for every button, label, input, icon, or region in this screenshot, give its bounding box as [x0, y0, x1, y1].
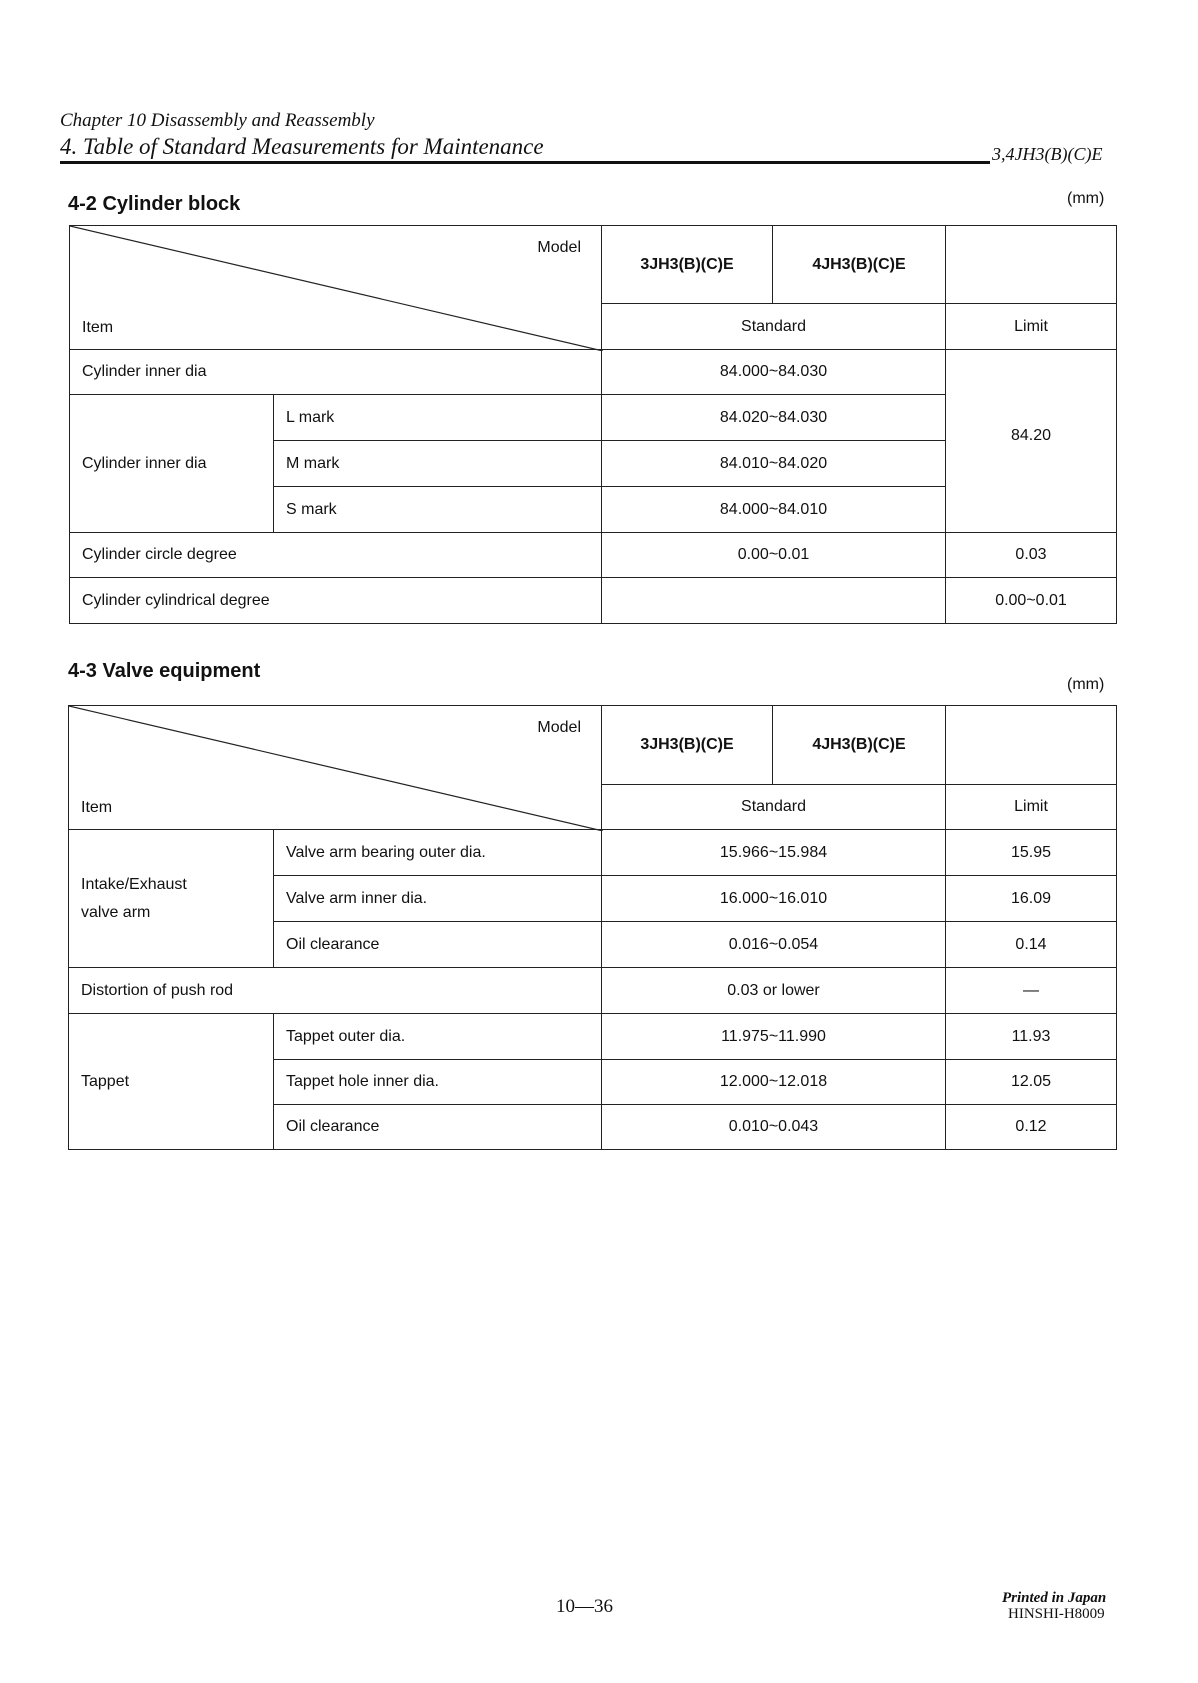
- group-item: [68, 829, 274, 968]
- row-item: Distortion of push rod: [68, 967, 602, 1014]
- printed-in-japan: Printed in Japan: [1002, 1590, 1107, 1606]
- row-limit: —: [945, 967, 1117, 1014]
- row-standard: 0.016~0.054: [601, 921, 946, 968]
- page-number: 10—36: [556, 1596, 613, 1617]
- model-4jh3: 4JH3(B)(C)E: [772, 705, 946, 785]
- row-standard: 0.00~0.01: [601, 532, 946, 578]
- row-standard: 11.975~11.990: [601, 1013, 946, 1060]
- group-line-1: Intake/Exhaust: [81, 875, 187, 893]
- sub-item: Valve arm bearing outer dia.: [273, 829, 602, 876]
- section-title: 4. Table of Standard Measurements for Maintenance: [60, 134, 544, 159]
- row-standard: 84.000~84.010: [601, 486, 946, 533]
- row-limit: 0.03: [945, 532, 1117, 578]
- chapter-title: Chapter 10 Disassembly and Reassembly: [60, 110, 375, 131]
- group-item: Cylinder inner dia: [69, 394, 274, 533]
- row-item: Cylinder inner dia: [69, 349, 602, 395]
- unit-label: (mm): [1067, 676, 1105, 693]
- row-item: Cylinder cylindrical degree: [69, 577, 602, 624]
- header-rule: [60, 161, 990, 164]
- sub-item: Valve arm inner dia.: [273, 875, 602, 922]
- group-item: Tappet: [68, 1013, 274, 1150]
- sub-item: Oil clearance: [273, 921, 602, 968]
- document-code: HINSHI-H8009: [1008, 1606, 1105, 1622]
- diagonal-divider: [69, 706, 603, 831]
- section-heading-cylinder-block: 4-2 Cylinder block: [68, 193, 241, 215]
- model-3jh3: 3JH3(B)(C)E: [601, 225, 773, 304]
- row-item: Cylinder circle degree: [69, 532, 602, 578]
- row-limit: 15.95: [945, 829, 1117, 876]
- sub-item: M mark: [273, 440, 602, 487]
- header-corner-cell: [69, 225, 602, 350]
- row-standard: 12.000~12.018: [601, 1059, 946, 1105]
- row-standard: 84.010~84.020: [601, 440, 946, 487]
- limit-header: Limit: [945, 303, 1117, 350]
- row-limit: 16.09: [945, 875, 1117, 922]
- row-limit: 12.05: [945, 1059, 1117, 1105]
- row-standard: [601, 577, 946, 624]
- standard-header: Standard: [601, 784, 946, 830]
- row-standard: 0.010~0.043: [601, 1104, 946, 1150]
- sub-item: Tappet outer dia.: [273, 1013, 602, 1060]
- row-limit: 84.20: [945, 349, 1117, 533]
- sub-item: L mark: [273, 394, 602, 441]
- blank-header-cell: [945, 705, 1117, 785]
- section-heading-valve-equipment: 4-3 Valve equipment: [68, 660, 261, 682]
- group-line-2: valve arm: [81, 903, 151, 921]
- unit-label: (mm): [1067, 190, 1105, 207]
- row-limit: 0.14: [945, 921, 1117, 968]
- model-3jh3: 3JH3(B)(C)E: [601, 705, 773, 785]
- sub-item: Tappet hole inner dia.: [273, 1059, 602, 1105]
- row-standard: 84.020~84.030: [601, 394, 946, 441]
- row-limit: 11.93: [945, 1013, 1117, 1060]
- item-label: Item: [82, 319, 114, 336]
- model-4jh3: 4JH3(B)(C)E: [772, 225, 946, 304]
- row-limit: 0.00~0.01: [945, 577, 1117, 624]
- standard-header: Standard: [601, 303, 946, 350]
- model-label: Model: [537, 719, 581, 736]
- row-standard: 15.966~15.984: [601, 829, 946, 876]
- item-label: Item: [81, 799, 113, 816]
- model-label: Model: [537, 239, 581, 256]
- model-code: 3,4JH3(B)(C)E: [992, 144, 1103, 164]
- header-corner-cell: [68, 705, 602, 830]
- diagonal-divider: [70, 226, 603, 351]
- sub-item: Oil clearance: [273, 1104, 602, 1150]
- row-standard: 84.000~84.030: [601, 349, 946, 395]
- limit-header: Limit: [945, 784, 1117, 830]
- sub-item: S mark: [273, 486, 602, 533]
- blank-header-cell: [945, 225, 1117, 304]
- row-limit: 0.12: [945, 1104, 1117, 1150]
- row-standard: 0.03 or lower: [601, 967, 946, 1014]
- row-standard: 16.000~16.010: [601, 875, 946, 922]
